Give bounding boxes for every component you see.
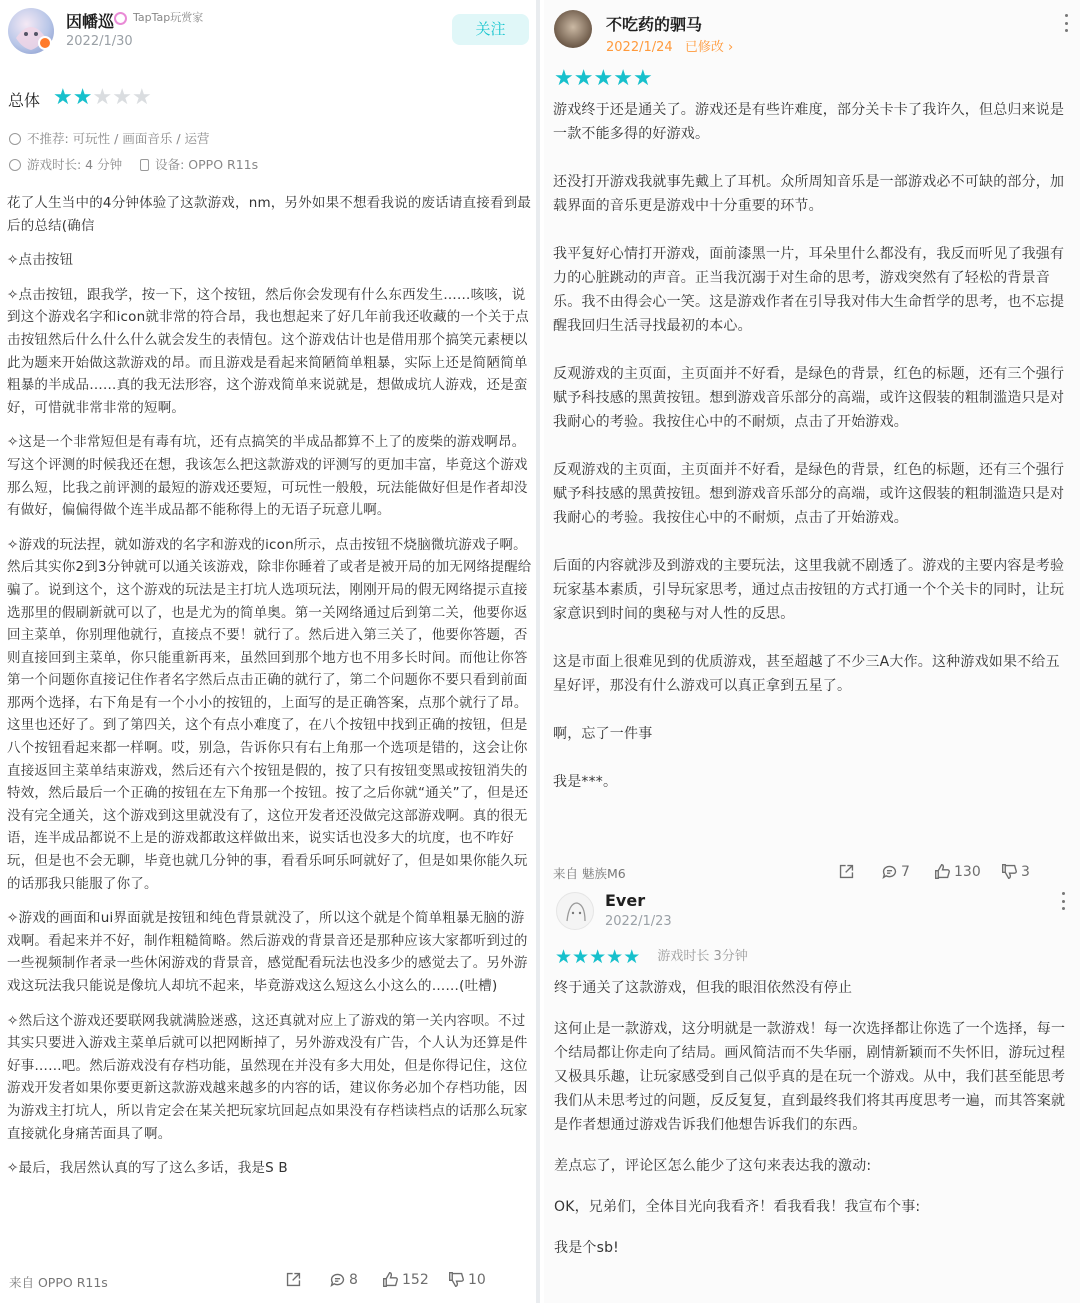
- review-paragraph: ✧这是一个非常短但是有毒有坑，还有点搞笑的半成品都算不上了的废柴的游戏啊昂。写这个评测的时候我还在想，我该怎么把这款游戏的评测写的更加丰富，毕竟这个游戏那么短，比我之前评测的最短的游戏还要短，可玩性一般般，玩法能做好但是作者却没有做好，偏偏得做个连半成品都不能称得上的无语子玩意儿啊。: [7, 434, 528, 519]
- chevron-right-icon: ›: [723, 40, 734, 55]
- rating-row: [555, 945, 748, 967]
- review-paragraph: 终于通关了这款游戏，但我的眼泪依然没有停止: [554, 980, 853, 996]
- review-date-text: 2022/1/24: [606, 40, 673, 55]
- star-filled-icon: ★: [593, 66, 614, 91]
- star-filled-icon: ★: [613, 66, 633, 91]
- like-button[interactable]: [382, 1271, 429, 1288]
- share-button[interactable]: [838, 863, 855, 880]
- review-paragraph: 啊，忘了一件事: [553, 726, 653, 742]
- review-paragraph: 我平复好心情打开游戏，面前漆黑一片，耳朵里什么都没有，我反而听见了我强有力的心脏跳动的声音。正当我沉溺于对生命的思考，游戏突然有了轻松的背景音乐。我不由得会心一笑。这是游戏作者在引导我对伟大生命哲学的思考，也不忘提醒我回归生活寻找最初的本心。: [553, 246, 1065, 334]
- review-body: [554, 976, 1074, 1277]
- playtime-text: 游戏时长 3分钟: [657, 949, 748, 964]
- dislike-button[interactable]: [448, 1271, 486, 1288]
- like-count: 152: [402, 1271, 429, 1288]
- rating-stars: [53, 87, 152, 109]
- thumbs-down-icon: [1001, 863, 1018, 880]
- review-date: 2022/1/30: [66, 34, 133, 49]
- star-filled-icon: ★: [623, 946, 641, 968]
- star-filled-icon: ★: [573, 66, 594, 91]
- review-body: [553, 98, 1073, 818]
- review-paragraph: 还没打开游戏我就事先戴上了耳机。众所周知音乐是一部游戏必不可缺的部分，加载界面的音乐更是游戏中十分重要的环节。: [553, 174, 1065, 214]
- star-filled-icon: ★: [554, 66, 574, 91]
- follow-button[interactable]: 关注: [452, 14, 529, 45]
- star-filled-icon: ★: [72, 85, 93, 110]
- star-empty-icon: ★: [92, 85, 113, 110]
- thumbs-up-icon: [382, 1271, 399, 1288]
- review-paragraph: 反观游戏的主页面，主页面并不好看，是绿色的背景，红色的标题，还有三个强行赋予科技感的黑黄按钮。想到游戏音乐部分的高端，或许这假装的粗制滥造只是对我耐心的考验。我按住心中的不耐烦，点击了开始游戏。: [553, 462, 1065, 526]
- more-options-icon[interactable]: [1063, 14, 1069, 32]
- review-paragraph: 这何止是一款游戏，这分明就是一款游戏！每一次选择都让你选了一个选择，每一个结局都让你走向了结局。画风简洁而不失华丽，剧情新颖而不失怀旧，游玩过程又极具乐趣，让玩家感受到自己似乎真的是在玩一个游戏。从中，我们甚至能思考我们从未思考过的问题，反反复复，直到最终我们将其再度思考一遍，而其答案就是作者想通过游戏告诉我们他想告诉我们的东西。: [554, 1021, 1066, 1133]
- comment-count: 7: [901, 863, 910, 880]
- phone-icon: [140, 159, 149, 171]
- user-name[interactable]: Ever: [605, 891, 646, 910]
- not-recommend-text: 不推荐: 可玩性 / 画面音乐 / 运营: [27, 131, 210, 146]
- user-name[interactable]: 因幡巡: [66, 12, 115, 31]
- review-paragraph: ✧然后这个游戏还要联网我就满脸迷惑，这还真就对应上了游戏的第一关内容呗。不过其实只要进入游戏主菜单后就可以把网断掉了，另外游戏没有广告，个人认为还算是件好事……吧。然后游戏没有存档功能，虽然现在并没有多大用处，但是你得记住，这位游戏开发者如果你要更新这款游戏越来越多的内容的话，建议你务必加个存档功能，因为游戏主打坑人，所以肯定会在某关把玩家坑回起点如果没有存档读档点的话那么玩家直接就化身痛苦面具了啊。: [7, 1012, 528, 1142]
- verified-badge-icon: [38, 36, 52, 50]
- review-paragraph: ✧游戏的画面和ui界面就是按钮和纯色背景就没了，所以这个就是个简单粗暴无脑的游戏啊。看起来并不好，制作粗糙简略。然后游戏的背景音还是那种应该大家都听到过的一些视频制作者录一些休闲游戏的背景音，感觉配看玩法也没多少的感觉去了。另外游戏这玩法我只能说是像坑人却坑不起来，毕竟游戏这么短这么小这么的……(吐槽): [7, 910, 528, 994]
- star-filled-icon: ★: [606, 946, 624, 968]
- clock-icon: [9, 159, 21, 171]
- review-paragraph: 游戏终于还是通关了。游戏还是有些许难度，部分关卡卡了我许久，但总归来说是一款不能多得的好游戏。: [553, 102, 1065, 142]
- user-tag: TapTap玩赏家: [133, 11, 204, 24]
- dislike-count: 3: [1021, 863, 1030, 880]
- playtime-text: 游戏时长: 4 分钟: [27, 157, 123, 172]
- level-badge-icon: [114, 12, 127, 25]
- play-info-row: [9, 155, 258, 173]
- comment-button[interactable]: [881, 863, 910, 880]
- rating-stars: [555, 948, 640, 967]
- avatar[interactable]: [556, 892, 594, 930]
- star-empty-icon: ★: [131, 85, 152, 110]
- review-date: [606, 36, 733, 55]
- more-options-icon[interactable]: [1060, 892, 1066, 910]
- review-paragraph: 这是市面上很难见到的优质游戏，甚至超越了不少三A大作。这种游戏如果不给五星好评，那没有什么游戏可以真正拿到五星了。: [553, 654, 1060, 694]
- star-filled-icon: ★: [555, 946, 573, 968]
- review-header: [0, 0, 536, 70]
- comment-count: 8: [349, 1271, 358, 1288]
- review-paragraph: 后面的内容就涉及到游戏的主要玩法，这里我就不剧透了。游戏的主要内容是考验玩家基本素质，引导玩家思考，通过点击按钮的方式打通一个个关卡的同时，让玩家意识到时间的奥秘与对人性的反思。: [553, 558, 1065, 622]
- review-paragraph: 差点忘了，评论区怎么能少了这句来表达我的激动:: [554, 1158, 872, 1174]
- dislike-button[interactable]: [1001, 863, 1030, 880]
- comment-icon: [881, 863, 898, 880]
- like-button[interactable]: [934, 863, 981, 880]
- review-paragraph: 花了人生当中的4分钟体验了这款游戏，nm，另外如果不想看我说的废话请直接看到最后的总结(确信: [7, 195, 532, 234]
- review-body: [7, 192, 532, 1192]
- review-paragraph: ✧点击按钮: [7, 252, 74, 269]
- comment-icon: [329, 1271, 346, 1288]
- user-name[interactable]: 不吃药的驷马: [606, 15, 703, 34]
- thumbs-up-icon: [934, 863, 951, 880]
- star-filled-icon: ★: [572, 946, 590, 968]
- source-device: 来自 魅族M6: [553, 866, 626, 881]
- share-icon: [838, 863, 855, 880]
- like-count: 130: [954, 863, 981, 880]
- share-button[interactable]: [285, 1271, 302, 1288]
- edited-link[interactable]: 已修改: [684, 40, 724, 55]
- review-date: 2022/1/23: [605, 914, 672, 929]
- not-recommend-row: [9, 129, 210, 147]
- review-paragraph: 反观游戏的主页面，主页面并不好看，是绿色的背景，红色的标题，还有三个强行赋予科技感的黑黄按钮。想到游戏音乐部分的高端，或许这假装的粗制滥造只是对我耐心的考验。我按住心中的不耐烦，点击了开始游戏。: [553, 366, 1065, 430]
- review-paragraph: ✧最后，我居然认真的写了这么多话，我是S B: [7, 1160, 288, 1177]
- review-paragraph: ✧游戏的玩法捏，就如游戏的名字和游戏的icon所示，点击按钮不烧脑微坑游戏子啊。然后其实你2到3分钟就可以通关该游戏，除非你睡着了或者是被开局的加无网络提醒给骗了。说到这个，这个游戏的玩法是主打坑人选项玩法，刚刚开局的假无网络提示直接选那里的假刷新就可以了，也是尤为的简单奥。第一关网络通过后到第二关，他要你返回主菜单，你别理他就行，直接点不要！就行了。然后进入第三关了，他要你答题，否则直接回到主菜单，你只能重新再来，虽然回到那个地方也不用多长时间。而他让你答第一个问题你直接记住作者名字然后点击正确的就行了，第二个问题你不要只看到前面那两个选择，右下角是有一个小小的按钮的，上面写的是正确答案，点那个就行了昂。这里也还好了。到了第四关，这个有点小难度了，在八个按钮中找到正确的按钮，但是八个按钮看起来都一样啊。哎，别急，告诉你只有右上角那一个选项是错的，这会让你直接返回主菜单结束游戏，然后还有六个按钮是假的，按了只有按钮变黑或按钮消失的特效，然后最后一个正确的按钮在左下角那一个按钮。按了之后你就“通关”了，但是还没有完全通关，这个游戏到这里就没有了，这位开发者还没做完这部游戏啊。真的很无语，连半成品都说不上是的游戏都敢这样做出来，说实话也没多大的坑度，也不咋好玩，但是也不会无聊，毕竟也就几分钟的事，看看乐呵乐呵就好了，但是如果你能久玩的话那我只能服了你了。: [7, 536, 532, 892]
- frown-icon: [9, 133, 21, 145]
- star-filled-icon: ★: [589, 946, 607, 968]
- thumbs-down-icon: [448, 1271, 465, 1288]
- review-paragraph: OK，兄弟们，全体目光向我看齐！看我看我！我宣布个事:: [554, 1199, 921, 1215]
- star-filled-icon: ★: [53, 85, 73, 110]
- star-filled-icon: ★: [632, 66, 653, 91]
- dislike-count: 10: [468, 1271, 486, 1288]
- review-paragraph: 我是个sb!: [554, 1240, 619, 1256]
- avatar[interactable]: [554, 10, 592, 48]
- share-icon: [285, 1271, 302, 1288]
- review-card-right: [544, 0, 1080, 1303]
- overall-label: 总体: [8, 91, 41, 110]
- comment-button[interactable]: [329, 1271, 358, 1288]
- rating-stars: [554, 68, 653, 90]
- star-empty-icon: ★: [112, 85, 132, 110]
- review-paragraph: 我是***。: [553, 774, 618, 790]
- review-paragraph: ✧点击按钮，跟我学，按一下，这个按钮，然后你会发现有什么东西发生……咳咳，说到这个游戏名字和icon就非常的符合昂，我也想起来了好几年前我还收藏的一个关于点击按钮然后什么什么什么就会发生的表情包。这个游戏估计也是借用那个搞笑元素梗以此为题来开始做这款游戏的昂。而且游戏是看起来简陋简单粗暴，实际上还是简陋简单粗暴的半成品……真的我无法形容，这个游戏简单来说就是，想做成坑人游戏，还是蛮好，可惜就非常非常的短啊。: [7, 286, 529, 416]
- device-text: 设备: OPPO R11s: [155, 157, 259, 172]
- source-device: 来自 OPPO R11s: [9, 1275, 108, 1290]
